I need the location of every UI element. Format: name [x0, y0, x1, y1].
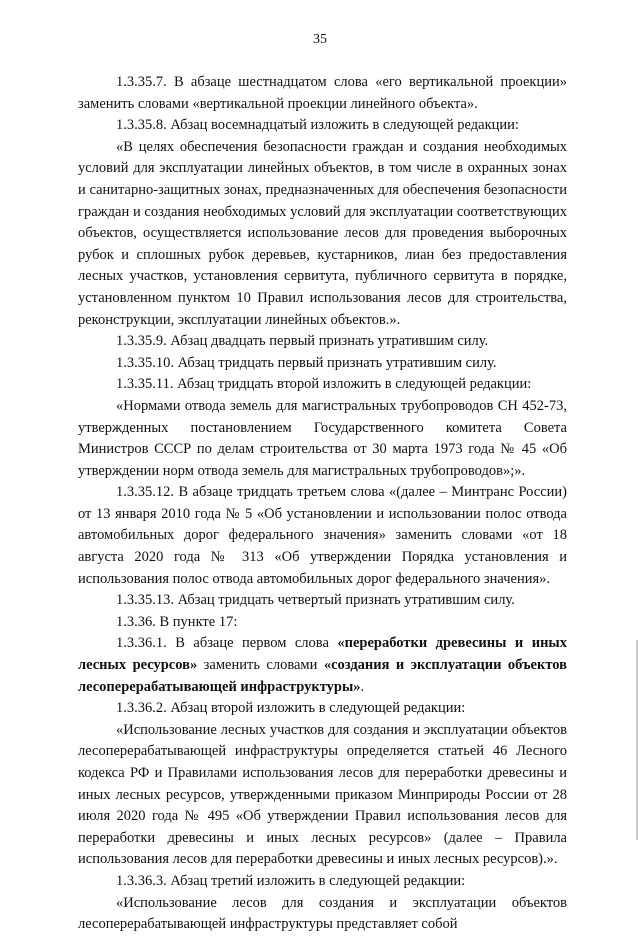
paragraph: «Нормами отвода земель для магистральных трубопроводов СН 452-73, утвержденных постановлением Государственного комитета Совета Министров СССР по делам строительства от 30 марта 1973 года № 45 «Об утверждении норм отвода земель для магистральных трубопроводов»;». — [78, 397, 567, 479]
bold-phrase: «переработки древесины и иных лесных ресурсов» — [78, 635, 568, 674]
paragraph: 1.3.35.7. В абзаце шестнадцатом слова «его вертикальной проекции» заменить словами «вертикальной проекции линейного объекта». — [78, 74, 567, 112]
scan-edge-mark — [636, 640, 638, 840]
paragraph: 1.3.35.9. Абзац двадцать первый признать утратившим силу. — [116, 333, 489, 350]
paragraph: 1.3.36.2. Абзац второй изложить в следующей редакции: — [116, 700, 466, 717]
bold-phrase: «создания и эксплуатации объектов лесоперерабатывающей инфраструктуры» — [78, 657, 567, 695]
paragraph: 1.3.35.8. Абзац восемнадцатый изложить в следующей редакции: — [116, 117, 519, 134]
paragraph: «Использование лесных участков для создания и эксплуатации объектов лесоперерабатывающей инфраструктуры определяется статьей 46 Лесного кодекса РФ и Правилами использования лесов для переработки древесины и иных лесных ресурсов, утвержденными приказом Минприроды России от 28 июля 2020 года № 495 «Об утверждении Правил использования лесов для переработки древесины и иных лесных ресурсов» (далее – Правила использования лесов для переработки древесины и иных лесных ресурсов).». — [78, 721, 567, 868]
page-number: 35 — [313, 32, 327, 47]
paragraph: 1.3.36.3. Абзац третий изложить в следующей редакции: — [116, 872, 466, 889]
paragraph: «В целях обеспечения безопасности граждан и создания необходимых условий для эксплуатации линейных объектов, в том числе в охранных зонах и санитарно-защитных зонах, предназначенных для обеспечения безопасности граждан и создания необходимых условий для эксплуатации соответствующих объектов, осуществляется использование лесов для проведения выборочных рубок и сплошных рубок деревьев, кустарников, лиан без предоставления лесных участков, установления сервитута, публичного сервитута в порядке, установленном пунктом 10 Правил использования лесов для строительства, реконструкции, эксплуатации линейных объектов.». — [78, 138, 567, 328]
paragraph: 1.3.35.13. Абзац тридцать четвертый признать утратившим силу. — [116, 592, 515, 609]
paragraph: «Использование лесов для создания и эксплуатации объектов лесоперерабатывающей инфраструктуры представляет собой — [78, 894, 567, 933]
paragraph: 1.3.36.1. В абзаце первом слова «переработки древесины и иных лесных ресурсов» заменить словами «создания и эксплуатации объектов лесоперерабатывающей инфраструктуры». — [78, 635, 568, 695]
paragraph: 1.3.35.10. Абзац тридцать первый признать утратившим силу. — [116, 354, 497, 371]
paragraph: 1.3.35.11. Абзац тридцать второй изложить в следующей редакции: — [116, 376, 532, 393]
document-body — [78, 72, 567, 936]
paragraph: 1.3.35.12. В абзаце тридцать третьем слова «(далее – Минтранс России) от 13 января 2010 года № 5 «Об установлении и использовании полос отвода автомобильных дорог федерального значения» заменить словами «от 18 августа 2020 года № 313 «Об утверждении Порядка установления и использования полос отвода автомобильных дорог федерального значения». — [78, 484, 567, 587]
paragraph: 1.3.36. В пункте 17: — [116, 613, 238, 630]
